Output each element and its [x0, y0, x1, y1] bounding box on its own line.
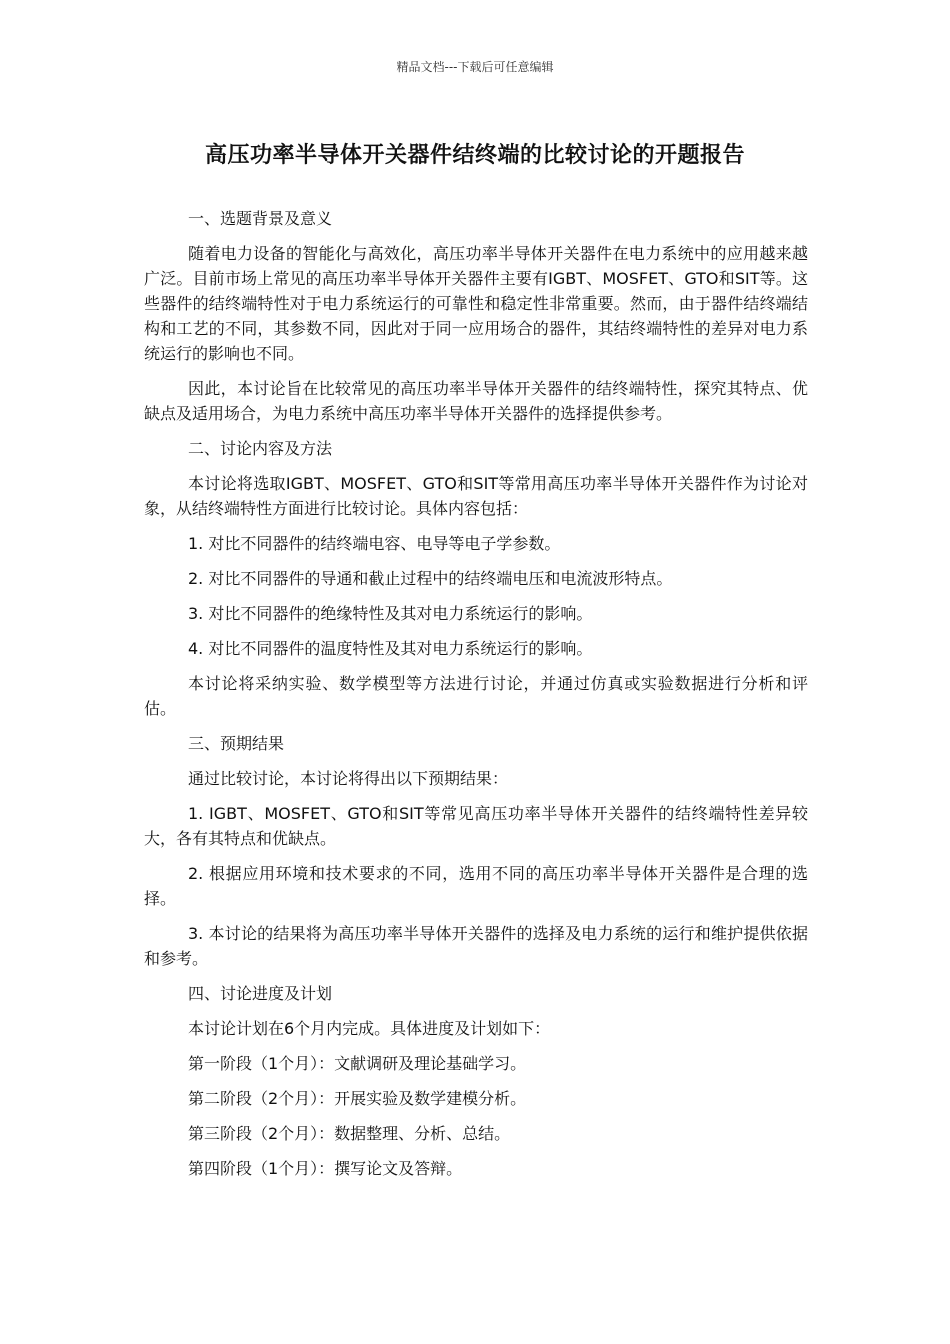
page-header: 精品文档---下载后可任意编辑: [396, 60, 554, 74]
list-item: 2. 对比不同器件的导通和截止过程中的结终端电压和电流波形特点。: [188, 569, 673, 588]
document-body: [144, 206, 808, 1191]
section-heading: 三、预期结果: [188, 734, 285, 753]
paragraph: 本讨论将采纳实验、数学模型等方法进行讨论，并通过仿真或实验数据进行分析和评估。: [144, 674, 808, 718]
paragraph: 通过比较讨论，本讨论将得出以下预期结果：: [188, 769, 509, 788]
page-title: 高压功率半导体开关器件结终端的比较讨论的开题报告: [204, 143, 745, 168]
list-item: 1. IGBT、MOSFET、GTO和SIT等常见高压功率半导体开关器件的结终端特性差异较大，各有其特点和优缺点。: [144, 804, 808, 848]
paragraph: 因此，本讨论旨在比较常见的高压功率半导体开关器件的结终端特性，探究其特点、优缺点及适用场合，为电力系统中高压功率半导体开关器件的选择提供参考。: [144, 379, 808, 423]
section-heading: 一、选题背景及意义: [188, 209, 333, 228]
section-heading: 四、讨论进度及计划: [188, 984, 333, 1003]
section-heading: 二、讨论内容及方法: [188, 439, 333, 458]
list-item: 4. 对比不同器件的温度特性及其对电力系统运行的影响。: [188, 639, 593, 658]
list-item: 第四阶段（1个月）：撰写论文及答辩。: [188, 1159, 463, 1178]
list-item: 第三阶段（2个月）：数据整理、分析、总结。: [188, 1124, 511, 1143]
list-item: 3. 对比不同器件的绝缘特性及其对电力系统运行的影响。: [188, 604, 593, 623]
list-item: 第一阶段（1个月）：文献调研及理论基础学习。: [188, 1054, 527, 1073]
list-item: 第二阶段（2个月）：开展实验及数学建模分析。: [188, 1089, 527, 1108]
list-item: 1. 对比不同器件的结终端电容、电导等电子学参数。: [188, 534, 561, 553]
paragraph: 本讨论将选取IGBT、MOSFET、GTO和SIT等常用高压功率半导体开关器件作为讨论对象，从结终端特性方面进行比较讨论。具体内容包括：: [144, 474, 808, 518]
list-item: 3. 本讨论的结果将为高压功率半导体开关器件的选择及电力系统的运行和维护提供依据和参考。: [144, 924, 808, 968]
list-item: 2. 根据应用环境和技术要求的不同，选用不同的高压功率半导体开关器件是合理的选择。: [144, 864, 808, 908]
paragraph: 随着电力设备的智能化与高效化，高压功率半导体开关器件在电力系统中的应用越来越广泛。目前市场上常见的高压功率半导体开关器件主要有IGBT、MOSFET、GTO和SIT等。这些器件的结终端特性对于电力系统运行的可靠性和稳定性非常重要。然而，由于器件结终端结构和工艺的不同，其参数不同，因此对于同一应用场合的器件，其结终端特性的差异对电力系统运行的影响也不同。: [144, 244, 808, 363]
paragraph: 本讨论计划在6个月内完成。具体进度及计划如下：: [188, 1019, 551, 1038]
